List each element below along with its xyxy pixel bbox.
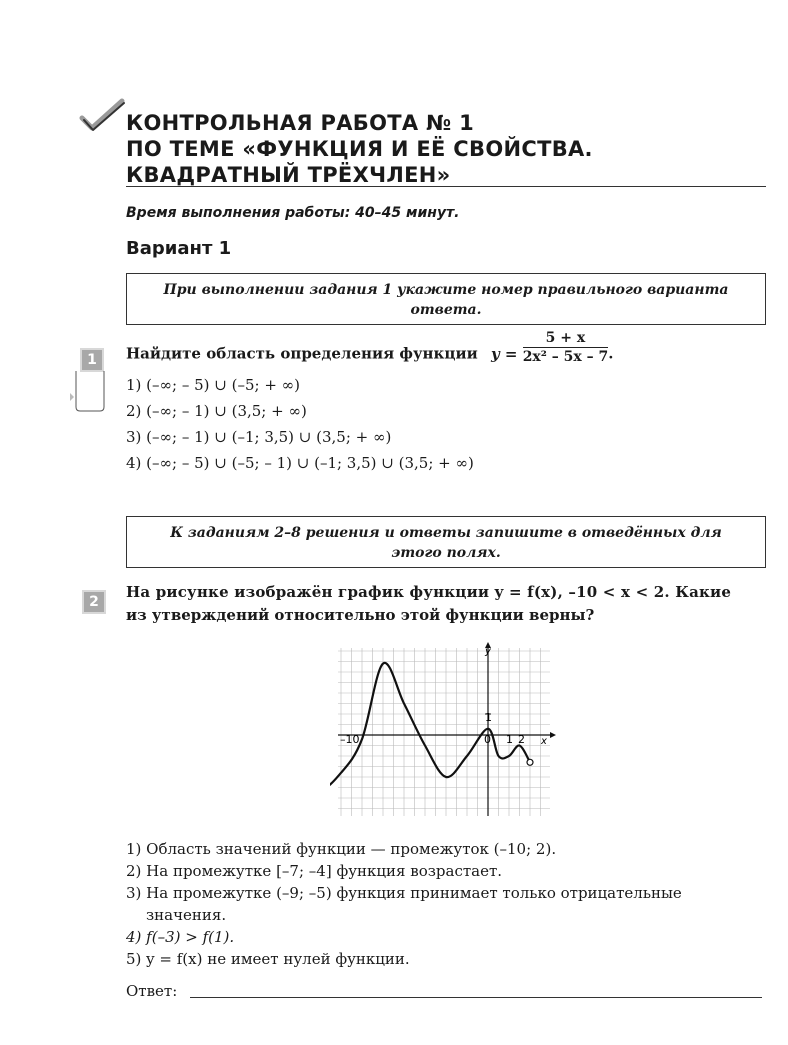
duration-text: Время выполнения работы: 40–45 минут. [126, 205, 460, 221]
task-number-1: 1 [80, 348, 104, 372]
axis-arrows [485, 642, 556, 738]
title-line-2: ПО ТЕМЕ «ФУНКЦИЯ И ЕЁ СВОЙСТВА. [126, 137, 593, 161]
task1-func-lhs: y = [490, 344, 518, 363]
graph-axes [338, 642, 556, 816]
graph-grid [338, 648, 550, 816]
page-title [126, 110, 593, 188]
function-graph [330, 640, 560, 820]
statement-4: 4) f(–3) > f(1). [126, 928, 235, 946]
answer-field-line[interactable] [190, 997, 762, 998]
task1-func-end: . [608, 344, 614, 363]
y-axis-label: y [485, 646, 491, 657]
statement-1: 1) Область значений функции — промежуток (–10; 2). [126, 840, 557, 858]
instruction-box-1: При выполнении задания 1 укажите номер правильного варианта ответа. [126, 273, 766, 325]
tick-label-y1: 1 [485, 711, 492, 724]
title-divider [126, 186, 766, 187]
instruction-box-2: К заданиям 2–8 решения и ответы запишите в отведённых для этого полях. [126, 516, 766, 568]
statement-5: 5) y = f(x) не имеет нулей функции. [126, 950, 410, 968]
task2-line-2: из утверждений относительно этой функции верны? [126, 606, 595, 624]
tick-label-x1: 1 [506, 733, 513, 746]
variant-heading: Вариант 1 [126, 238, 232, 259]
tick-label-neg10: –10 [340, 733, 360, 746]
task-number-2: 2 [82, 590, 106, 614]
answer-label: Ответ: [126, 982, 178, 1000]
task1-option-1: 1) (–∞; – 5) ∪ (–5; + ∞) [126, 376, 301, 394]
task1-fraction [523, 330, 609, 365]
task1-option-3: 3) (–∞; – 1) ∪ (–1; 3,5) ∪ (3,5; + ∞) [126, 428, 392, 446]
task1-option-2: 2) (–∞; – 1) ∪ (3,5; + ∞) [126, 402, 307, 420]
statement-3: 3) На промежутке (–9; –5) функция принимает только отрицательные [126, 884, 682, 902]
function-curve [330, 663, 530, 788]
open-endpoint-right [527, 759, 533, 765]
title-line-3: КВАДРАТНЫЙ ТРЁХЧЛЕН» [126, 163, 451, 187]
fraction-denominator: 2x² – 5x – 7 [522, 349, 609, 365]
tick-label-x2: 2 [518, 733, 525, 746]
checkmark-icon [78, 98, 126, 138]
answer-field-bracket [68, 345, 112, 415]
x-axis-label: x [541, 736, 547, 747]
task1-question-text: Найдите область определения функции [126, 344, 478, 363]
fraction-numerator: 5 + x [523, 330, 609, 348]
title-line-1: КОНТРОЛЬНАЯ РАБОТА № 1 [126, 111, 475, 135]
tick-label-origin: 0 [484, 733, 491, 746]
task1-question [126, 330, 614, 365]
task2-line-1: На рисунке изображён график функции y = f(x), –10 < x < 2. Какие [126, 583, 732, 601]
statement-3-continued: значения. [146, 906, 227, 924]
task1-option-4: 4) (–∞; – 5) ∪ (–5; – 1) ∪ (–1; 3,5) ∪ (3,5; + ∞) [126, 454, 474, 472]
statement-2: 2) На промежутке [–7; –4] функция возрастает. [126, 862, 503, 880]
